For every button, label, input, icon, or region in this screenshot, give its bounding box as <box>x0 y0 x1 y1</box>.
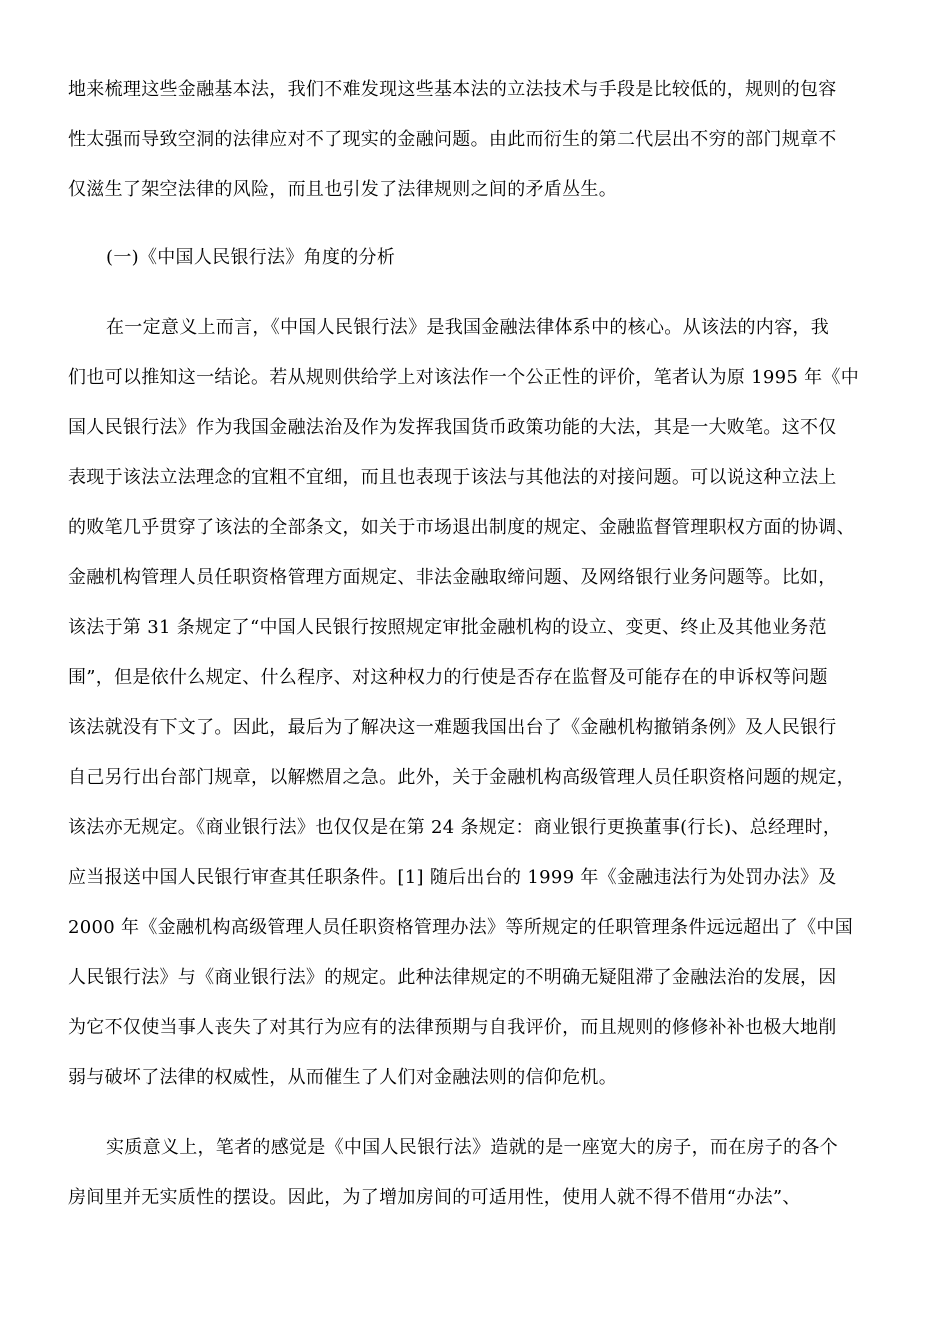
paragraph-2-line-7: 该法于第 31 条规定了“中国人民银行按照规定审批金融机构的设立、变更、终止及其他业务范 <box>68 617 827 638</box>
section-heading: (一)《中国人民银行法》角度的分析 <box>106 247 396 268</box>
paragraph-2-line-4: 表现于该法立法理念的宜粗不宜细，而且也表现于该法与其他法的对接问题。可以说这种立法上 <box>68 467 837 488</box>
paragraph-2-line-9: 该法就没有下文了。因此，最后为了解决这一难题我国出台了《金融机构撤销条例》及人民银行 <box>68 717 837 738</box>
paragraph-2-line-3: 国人民银行法》作为我国金融法治及作为发挥我国货币政策功能的大法，其是一大败笔。这不仅 <box>68 417 837 438</box>
paragraph-2-line-10: 自己另行出台部门规章，以解燃眉之急。此外，关于金融机构高级管理人员任职资格问题的规定， <box>68 767 855 788</box>
paragraph-2-line-6: 金融机构管理人员任职资格管理方面规定、非法金融取缔问题、及网络银行业务问题等。比如， <box>68 567 837 588</box>
paragraph-3-line-2: 房间里并无实质性的摆设。因此，为了增加房间的可适用性，使用人就不得不借用“办法”、 <box>68 1187 801 1208</box>
paragraph-2-line-15: 为它不仅使当事人丧失了对其行为应有的法律预期与自我评价，而且规则的修修补补也极大地削 <box>68 1017 837 1038</box>
paragraph-2-line-14: 人民银行法》与《商业银行法》的规定。此种法律规定的不明确无疑阻滞了金融法治的发展，因 <box>68 967 837 988</box>
paragraph-1-line-2: 性太强而导致空洞的法律应对不了现实的金融问题。由此而衍生的第二代层出不穷的部门规章不 <box>68 129 837 150</box>
paragraph-1-line-3: 仅滋生了架空法律的风险，而且也引发了法律规则之间的矛盾丛生。 <box>68 179 617 200</box>
paragraph-2-line-2: 们也可以推知这一结论。若从规则供给学上对该法作一个公正性的评价，笔者认为原 1995 年《中 <box>68 367 860 388</box>
paragraph-2-line-12: 应当报送中国人民银行审查其任职条件。[1] 随后出台的 1999 年《金融违法行为处罚办法》及 <box>68 867 837 888</box>
paragraph-2-line-8: 围”，但是依什么规定、什么程序、对这种权力的行使是否存在监督及可能存在的申诉权等问题 <box>68 667 828 688</box>
paragraph-2-line-16: 弱与破坏了法律的权威性，从而催生了人们对金融法则的信仰危机。 <box>68 1067 617 1088</box>
paragraph-2-line-11: 该法亦无规定。《商业银行法》也仅仅是在第 24 条规定：商业银行更换董事(行长)、总经理时， <box>68 817 842 838</box>
paragraph-2-line-1: 在一定意义上而言，《中国人民银行法》是我国金融法律体系中的核心。从该法的内容，我 <box>106 317 829 338</box>
paragraph-3-line-1: 实质意义上，笔者的感觉是《中国人民银行法》造就的是一座宽大的房子，而在房子的各个 <box>106 1137 838 1158</box>
paragraph-1-line-1: 地来梳理这些金融基本法，我们不难发现这些基本法的立法技术与手段是比较低的，规则的包容 <box>68 79 837 100</box>
paragraph-2-line-5: 的败笔几乎贯穿了该法的全部条文，如关于市场退出制度的规定、金融监督管理职权方面的协调、 <box>68 517 855 538</box>
paragraph-2-line-13: 2000 年《金融机构高级管理人员任职资格管理办法》等所规定的任职管理条件远远超出了《中国 <box>68 917 854 938</box>
